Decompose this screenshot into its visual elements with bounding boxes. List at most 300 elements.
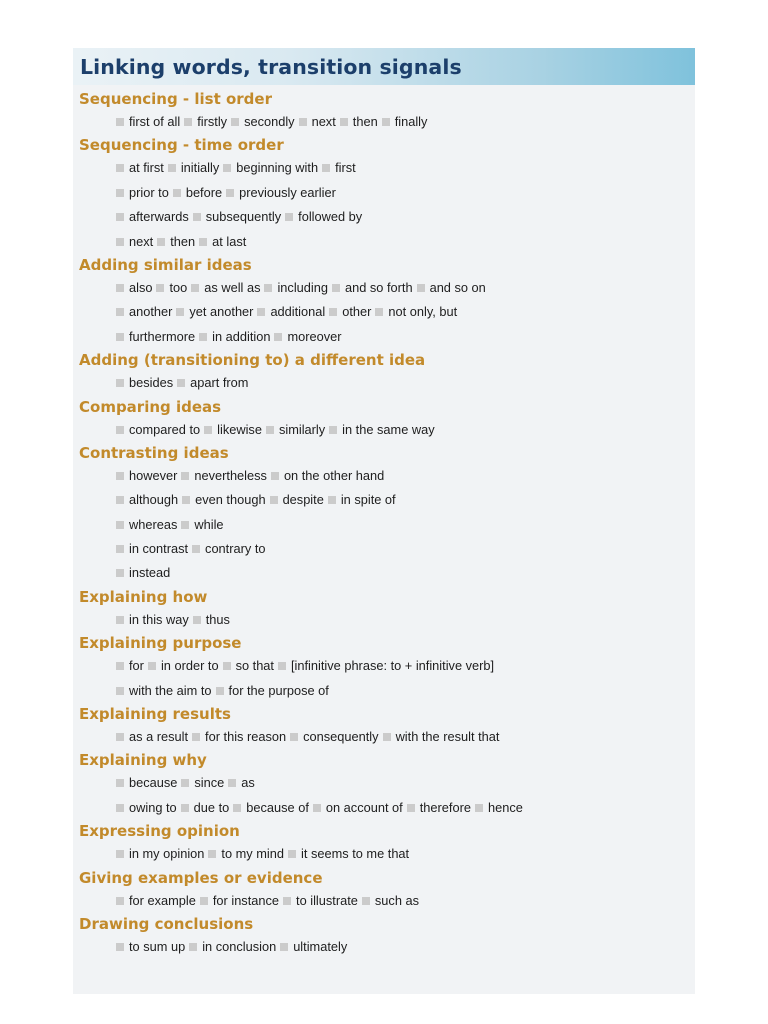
phrase-line <box>79 230 695 254</box>
phrase-text: initially <box>180 160 220 176</box>
phrase-line <box>79 488 695 512</box>
square-bullet-icon <box>116 850 124 858</box>
phrase-text: also <box>129 279 153 295</box>
square-bullet-icon <box>340 118 348 126</box>
square-bullet-icon <box>157 238 165 246</box>
square-bullet-icon <box>116 189 124 197</box>
square-bullet-icon <box>193 213 201 221</box>
square-bullet-icon <box>332 284 340 292</box>
phrase-line <box>79 276 695 300</box>
phrase-text: including <box>277 279 328 295</box>
phrase-item <box>325 422 434 437</box>
phrase-text: for <box>129 658 144 674</box>
phrase-item <box>309 800 403 815</box>
phrase-item <box>204 846 284 861</box>
section-heading: Sequencing - time order <box>79 136 284 155</box>
phrase-item <box>276 939 347 954</box>
phrase-text: in contrast <box>129 541 189 557</box>
phrase-text: as <box>241 775 255 791</box>
phrase-line <box>79 889 695 913</box>
phrase-line <box>79 418 695 442</box>
phrase-text: in this way <box>129 611 189 627</box>
phrase-text: since <box>194 775 225 791</box>
square-bullet-icon <box>116 308 124 316</box>
phrase-item <box>116 280 152 295</box>
phrase-line <box>79 464 695 488</box>
phrase-line <box>79 300 695 324</box>
phrase-text: yet another <box>189 304 254 320</box>
phrase-line <box>79 679 695 703</box>
square-bullet-icon <box>116 118 124 126</box>
phrase-item <box>180 114 227 129</box>
phrase-item <box>371 304 457 319</box>
square-bullet-icon <box>116 687 124 695</box>
square-bullet-icon <box>223 164 231 172</box>
phrase-item <box>336 114 378 129</box>
phrase-line <box>79 654 695 678</box>
phrase-item <box>177 800 230 815</box>
phrase-item <box>471 800 523 815</box>
phrase-item <box>116 658 144 673</box>
phrase-item <box>116 565 170 580</box>
phrase-item <box>189 209 281 224</box>
phrase-text: because of <box>246 799 309 815</box>
phrase-item <box>116 517 177 532</box>
phrase-item <box>116 234 153 249</box>
square-bullet-icon <box>299 118 307 126</box>
phrase-item <box>116 160 164 175</box>
phrase-item <box>262 422 325 437</box>
square-bullet-icon <box>270 496 278 504</box>
square-bullet-icon <box>184 118 192 126</box>
section-comparing-ideas <box>79 396 695 442</box>
phrase-text: before <box>185 184 223 200</box>
square-bullet-icon <box>116 943 124 951</box>
square-bullet-icon <box>383 733 391 741</box>
square-bullet-icon <box>407 804 415 812</box>
phrase-text: nevertheless <box>194 467 267 483</box>
square-bullet-icon <box>116 213 124 221</box>
phrase-item <box>116 729 188 744</box>
phrase-text: on account of <box>325 799 403 815</box>
section-adding-similar-ideas <box>79 254 695 349</box>
phrase-item <box>172 304 253 319</box>
phrase-item <box>116 846 204 861</box>
section-heading: Adding similar ideas <box>79 255 252 274</box>
section-heading: Contrasting ideas <box>79 443 229 462</box>
square-bullet-icon <box>116 472 124 480</box>
page-title: Linking words, transition signals <box>80 54 462 79</box>
phrase-item <box>116 683 212 698</box>
phrase-item <box>229 800 309 815</box>
square-bullet-icon <box>313 804 321 812</box>
phrase-text: first <box>335 160 356 176</box>
phrase-item <box>324 492 396 507</box>
square-bullet-icon <box>182 496 190 504</box>
phrase-text: to sum up <box>129 938 186 954</box>
phrase-item <box>358 893 419 908</box>
square-bullet-icon <box>189 943 197 951</box>
phrase-item <box>164 160 219 175</box>
phrase-item <box>219 658 274 673</box>
phrase-item <box>173 375 248 390</box>
phrase-item <box>318 160 356 175</box>
square-bullet-icon <box>283 897 291 905</box>
phrase-text: with the result that <box>395 729 500 745</box>
phrase-item <box>286 729 378 744</box>
phrase-item <box>279 893 358 908</box>
square-bullet-icon <box>168 164 176 172</box>
phrase-text: next <box>311 114 336 129</box>
phrase-item <box>281 209 362 224</box>
phrase-text: [infinitive phrase: to + infinitive verb] <box>290 658 495 674</box>
square-bullet-icon <box>116 779 124 787</box>
section-drawing-conclusions <box>79 913 695 959</box>
square-bullet-icon <box>116 379 124 387</box>
phrase-text: thus <box>205 611 230 627</box>
phrase-item <box>116 612 189 627</box>
phrase-text: consequently <box>303 729 379 745</box>
title-bar <box>73 48 695 85</box>
phrase-text: instead <box>129 565 171 581</box>
square-bullet-icon <box>329 426 337 434</box>
square-bullet-icon <box>116 284 124 292</box>
phrase-text: finally <box>394 114 428 129</box>
section-explaining-results <box>79 703 695 749</box>
section-heading: Comparing ideas <box>79 397 222 416</box>
phrase-item <box>219 160 318 175</box>
phrase-item <box>116 422 200 437</box>
phrase-text: at first <box>129 160 164 176</box>
content-list <box>73 85 695 959</box>
square-bullet-icon <box>116 426 124 434</box>
phrase-item <box>328 280 413 295</box>
phrase-item <box>222 185 336 200</box>
square-bullet-icon <box>257 308 265 316</box>
phrase-text: therefore <box>419 799 471 815</box>
section-explaining-why <box>79 749 695 820</box>
phrase-item <box>116 893 196 908</box>
phrase-text: however <box>129 467 178 483</box>
phrase-item <box>188 541 265 556</box>
section-sequencing-list-order <box>79 88 695 134</box>
phrase-item <box>177 517 223 532</box>
square-bullet-icon <box>285 213 293 221</box>
phrase-text: additional <box>270 304 326 320</box>
phrase-item <box>403 800 471 815</box>
phrase-text: for example <box>129 892 196 908</box>
phrase-text: beginning with <box>236 160 319 176</box>
phrase-item <box>260 280 328 295</box>
square-bullet-icon <box>116 662 124 670</box>
square-bullet-icon <box>216 687 224 695</box>
section-heading: Adding (transitioning to) a different idea <box>79 351 426 370</box>
phrase-item <box>274 658 494 673</box>
phrase-text: in spite of <box>340 492 396 508</box>
square-bullet-icon <box>271 472 279 480</box>
phrase-item <box>266 492 324 507</box>
phrase-text: at last <box>212 233 247 249</box>
phrase-item <box>116 375 173 390</box>
phrase-item <box>187 280 260 295</box>
phrase-text: to my mind <box>221 846 284 862</box>
square-bullet-icon <box>199 333 207 341</box>
phrase-item <box>116 800 177 815</box>
square-bullet-icon <box>328 496 336 504</box>
square-bullet-icon <box>116 333 124 341</box>
phrase-text: then <box>170 233 196 249</box>
phrase-item <box>116 185 169 200</box>
phrase-item <box>253 304 325 319</box>
section-sequencing-time-order <box>79 134 695 254</box>
phrase-line <box>79 181 695 205</box>
phrase-item <box>116 541 188 556</box>
phrase-text: prior to <box>129 184 169 200</box>
phrase-text: as well as <box>204 279 261 295</box>
phrase-text: for the purpose of <box>228 682 329 698</box>
square-bullet-icon <box>322 164 330 172</box>
phrase-item <box>379 729 500 744</box>
square-bullet-icon <box>266 426 274 434</box>
square-bullet-icon <box>375 308 383 316</box>
phrase-text: subsequently <box>205 209 282 225</box>
phrase-line <box>79 371 695 395</box>
section-adding-transitioning-to-a-different-idea <box>79 349 695 395</box>
phrase-item <box>188 729 286 744</box>
square-bullet-icon <box>176 308 184 316</box>
square-bullet-icon <box>177 379 185 387</box>
phrase-item <box>178 492 265 507</box>
phrase-text: similarly <box>278 421 326 437</box>
square-bullet-icon <box>116 804 124 812</box>
phrase-line <box>79 110 695 134</box>
phrase-item <box>195 234 246 249</box>
phrase-text: it seems to me that <box>301 846 410 862</box>
phrase-item <box>325 304 371 319</box>
phrase-item <box>195 329 270 344</box>
phrase-line <box>79 796 695 820</box>
square-bullet-icon <box>329 308 337 316</box>
phrase-item <box>152 280 187 295</box>
section-heading: Explaining results <box>79 705 231 724</box>
phrase-item <box>227 114 295 129</box>
phrase-item <box>189 612 230 627</box>
phrase-text: as a result <box>129 729 189 745</box>
phrase-text: moreover <box>287 328 342 344</box>
phrase-line <box>79 725 695 749</box>
square-bullet-icon <box>116 164 124 172</box>
phrase-text: contrary to <box>205 541 266 557</box>
phrase-text: afterwards <box>129 209 189 225</box>
square-bullet-icon <box>382 118 390 126</box>
square-bullet-icon <box>362 897 370 905</box>
square-bullet-icon <box>173 189 181 197</box>
section-heading: Giving examples or evidence <box>79 868 323 887</box>
square-bullet-icon <box>264 284 272 292</box>
square-bullet-icon <box>223 662 231 670</box>
phrase-item <box>224 775 255 790</box>
phrase-item <box>144 658 219 673</box>
section-heading: Explaining how <box>79 587 208 606</box>
square-bullet-icon <box>116 496 124 504</box>
phrase-text: firstly <box>197 114 228 129</box>
phrase-line <box>79 156 695 180</box>
phrase-text: with the aim to <box>129 682 212 698</box>
square-bullet-icon <box>116 616 124 624</box>
phrase-line <box>79 325 695 349</box>
phrase-line <box>79 513 695 537</box>
phrase-item <box>116 304 172 319</box>
phrase-text: next <box>129 233 154 249</box>
square-bullet-icon <box>290 733 298 741</box>
phrase-item <box>177 468 267 483</box>
square-bullet-icon <box>116 733 124 741</box>
square-bullet-icon <box>156 284 164 292</box>
phrase-text: ultimately <box>293 938 348 954</box>
phrase-text: secondly <box>244 114 295 129</box>
phrase-text: because <box>129 775 178 791</box>
phrase-text: in order to <box>160 658 219 674</box>
phrase-text: despite <box>282 492 324 508</box>
phrase-item <box>116 329 195 344</box>
phrase-line <box>79 771 695 795</box>
phrase-item <box>200 422 262 437</box>
phrase-text: then <box>352 114 378 129</box>
phrase-text: so that <box>235 658 274 674</box>
phrase-text: for this reason <box>205 729 287 745</box>
phrase-text: followed by <box>298 209 363 225</box>
phrase-text: in addition <box>212 328 271 344</box>
phrase-text: in my opinion <box>129 846 205 862</box>
phrase-text: while <box>194 516 224 532</box>
square-bullet-icon <box>417 284 425 292</box>
section-heading: Expressing opinion <box>79 822 240 841</box>
square-bullet-icon <box>192 545 200 553</box>
section-heading: Explaining purpose <box>79 634 242 653</box>
phrase-text: on the other hand <box>283 467 385 483</box>
square-bullet-icon <box>181 804 189 812</box>
phrase-text: to illustrate <box>296 892 358 908</box>
phrase-line <box>79 842 695 866</box>
phrase-text: too <box>169 279 188 295</box>
document-page <box>73 48 695 994</box>
phrase-text: hence <box>487 799 523 815</box>
phrase-item <box>116 114 180 129</box>
square-bullet-icon <box>148 662 156 670</box>
section-heading: Sequencing - list order <box>79 90 272 108</box>
section-contrasting-ideas <box>79 442 695 586</box>
phrase-line <box>79 608 695 632</box>
square-bullet-icon <box>280 943 288 951</box>
square-bullet-icon <box>192 733 200 741</box>
phrase-text: and so on <box>429 279 486 295</box>
square-bullet-icon <box>228 779 236 787</box>
phrase-item <box>116 209 189 224</box>
phrase-text: another <box>129 304 173 320</box>
phrase-line <box>79 561 695 585</box>
phrase-line <box>79 205 695 229</box>
square-bullet-icon <box>116 521 124 529</box>
section-explaining-how <box>79 586 695 632</box>
phrase-text: first of all <box>129 114 181 129</box>
phrase-text: not only, but <box>388 304 458 320</box>
phrase-item <box>153 234 195 249</box>
square-bullet-icon <box>278 662 286 670</box>
phrase-text: due to <box>193 799 230 815</box>
phrase-item <box>413 280 486 295</box>
phrase-text: for instance <box>212 892 280 908</box>
phrase-text: previously earlier <box>239 184 336 200</box>
square-bullet-icon <box>191 284 199 292</box>
square-bullet-icon <box>204 426 212 434</box>
phrase-text: apart from <box>190 375 249 391</box>
phrase-text: besides <box>129 375 174 391</box>
phrase-text: although <box>129 492 179 508</box>
phrase-line <box>79 935 695 959</box>
section-expressing-opinion <box>79 820 695 866</box>
phrase-text: whereas <box>129 516 178 532</box>
square-bullet-icon <box>208 850 216 858</box>
phrase-item <box>116 492 178 507</box>
section-heading: Explaining why <box>79 751 207 770</box>
square-bullet-icon <box>475 804 483 812</box>
phrase-text: and so forth <box>344 279 413 295</box>
phrase-text: compared to <box>129 421 201 437</box>
phrase-text: even though <box>195 492 266 508</box>
square-bullet-icon <box>181 779 189 787</box>
square-bullet-icon <box>181 472 189 480</box>
phrase-text: furthermore <box>129 328 196 344</box>
phrase-item <box>295 114 336 129</box>
phrase-item <box>116 939 185 954</box>
phrase-item <box>378 114 428 129</box>
phrase-item <box>177 775 224 790</box>
square-bullet-icon <box>288 850 296 858</box>
square-bullet-icon <box>226 189 234 197</box>
section-giving-examples-or-evidence <box>79 867 695 913</box>
phrase-item <box>270 329 341 344</box>
phrase-item <box>196 893 279 908</box>
square-bullet-icon <box>233 804 241 812</box>
phrase-item <box>169 185 222 200</box>
square-bullet-icon <box>116 545 124 553</box>
square-bullet-icon <box>116 569 124 577</box>
phrase-line <box>79 537 695 561</box>
phrase-item <box>116 775 177 790</box>
square-bullet-icon <box>274 333 282 341</box>
square-bullet-icon <box>199 238 207 246</box>
phrase-text: other <box>342 304 372 320</box>
phrase-text: likewise <box>217 421 262 437</box>
phrase-item <box>284 846 409 861</box>
phrase-text: owing to <box>129 799 177 815</box>
phrase-item <box>116 468 177 483</box>
phrase-text: such as <box>374 892 420 908</box>
square-bullet-icon <box>193 616 201 624</box>
square-bullet-icon <box>181 521 189 529</box>
phrase-item <box>212 683 329 698</box>
phrase-item <box>185 939 276 954</box>
phrase-text: in the same way <box>342 421 435 437</box>
square-bullet-icon <box>116 238 124 246</box>
square-bullet-icon <box>116 897 124 905</box>
section-heading: Drawing conclusions <box>79 914 254 933</box>
phrase-item <box>267 468 384 483</box>
section-explaining-purpose <box>79 632 695 703</box>
phrase-text: in conclusion <box>202 938 277 954</box>
square-bullet-icon <box>231 118 239 126</box>
square-bullet-icon <box>200 897 208 905</box>
